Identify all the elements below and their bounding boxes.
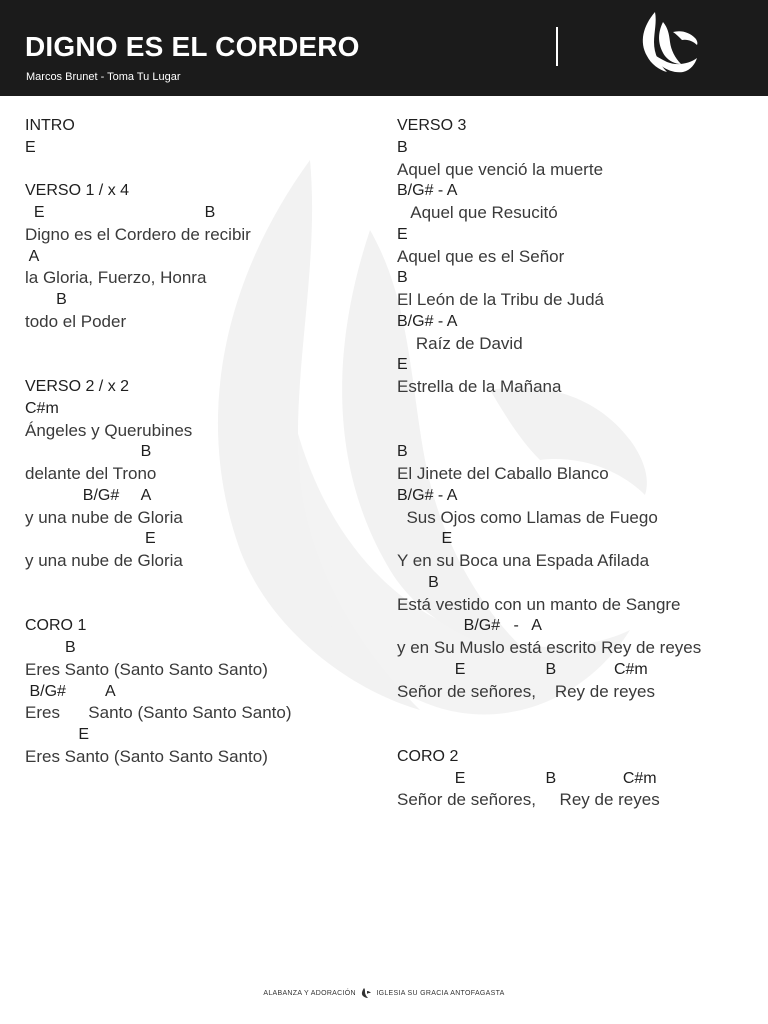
spacer-line (25, 572, 292, 594)
lyric-line: Señor de señores, Rey de reyes (397, 790, 660, 810)
lyric-line: El León de la Tribu de Judá (397, 290, 604, 309)
lyric-line: todo el Poder (25, 311, 127, 331)
section-line: CORO 1 (25, 617, 87, 635)
lyric-line: Aquel que venció la muerte (397, 159, 604, 179)
spacer-line (25, 594, 292, 616)
lyric-line: Raíz de David (397, 333, 523, 353)
chord-line: B/G# - A (397, 312, 458, 330)
dove-flame-icon (637, 10, 699, 76)
song-artist-album: Marcos Brunet - Toma Tu Lugar (26, 71, 181, 83)
chord-line: E B C#m (397, 660, 648, 678)
lyric-line: Eres Santo (Santo Santo Santo) (25, 746, 268, 766)
chord-line: E (25, 726, 90, 743)
footer-right-text: IGLESIA SU GRACIA ANTOFAGASTA (376, 989, 505, 997)
chord-line: B/G# - A (397, 486, 458, 504)
section-line: CORO 2 (397, 747, 459, 765)
chord-line: B (397, 573, 439, 591)
chord-line: B/G# - A (397, 182, 458, 200)
spacer-line (397, 702, 701, 724)
chord-line: B/G# A (25, 486, 152, 504)
spacer-line (397, 724, 701, 746)
lyric-line: Ángeles y Querubines (25, 420, 193, 440)
song-title: DIGNO ES EL CORDERO (25, 31, 360, 62)
chord-line: B/G# - A (397, 617, 542, 635)
section-line: VERSO 3 (397, 117, 467, 134)
chord-line: B (397, 269, 408, 287)
section-line: VERSO 1 / x 4 (25, 182, 130, 200)
header-divider (556, 27, 558, 66)
lyric-line: la Gloria, Fuerzo, Honra (25, 268, 207, 288)
lyrics-column-left (25, 115, 292, 768)
lyric-line: Estrella de la Mañana (397, 377, 562, 396)
spacer-line (25, 333, 292, 355)
lyric-line: y una nube de Gloria (25, 551, 183, 570)
spacer-line (25, 159, 292, 181)
spacer-line (397, 420, 701, 442)
chord-line: B (25, 639, 76, 656)
chord-line: E (25, 530, 156, 548)
lyric-line: Eres Santo (Santo Santo Santo) (25, 659, 268, 679)
lyric-line: Aquel que es el Señor (397, 246, 565, 266)
lyric-line: Sus Ojos como Llamas de Fuego (397, 507, 658, 527)
chord-line: E (397, 356, 408, 374)
chord-line: B (25, 291, 67, 308)
chord-line: B (397, 138, 408, 156)
section-line: VERSO 2 / x 2 (25, 378, 130, 395)
lyric-line: y en Su Muslo está escrito Rey de reyes (397, 638, 702, 657)
spacer-line (397, 398, 701, 420)
chord-line: E B C#m (397, 769, 657, 787)
lyric-line: Y en su Boca una Espada Afilada (397, 551, 650, 570)
chord-line: E (397, 530, 453, 548)
lyric-line: Eres Santo (Santo Santo Santo) (25, 703, 292, 723)
lyric-line: delante del Trono (25, 464, 157, 483)
lyrics-column-right (397, 115, 701, 811)
chord-line: E (397, 225, 408, 243)
lyric-line: Está vestido con un manto de Sangre (397, 594, 681, 614)
chord-line: B (25, 443, 152, 461)
dove-flame-icon (361, 988, 371, 998)
lyric-line: Aquel que Resucitó (397, 203, 558, 222)
chord-line: B (397, 443, 408, 461)
lyric-line: y una nube de Gloria (25, 507, 183, 527)
footer (0, 988, 768, 998)
song-header (0, 0, 768, 96)
lyric-line: El Jinete del Caballo Blanco (397, 464, 609, 483)
section-line: INTRO (25, 117, 75, 134)
lyric-line: Digno es el Cordero de recibir (25, 224, 251, 244)
chord-line: E B (25, 204, 216, 221)
spacer-line (25, 354, 292, 376)
chord-line: E (25, 138, 36, 156)
chord-line: A (25, 247, 40, 265)
footer-left-text: ALABANZA Y ADORACIÓN (263, 989, 356, 997)
lyric-line: Señor de señores, Rey de reyes (397, 681, 655, 701)
chord-line: B/G# A (25, 682, 116, 700)
chord-line: C#m (25, 399, 59, 417)
